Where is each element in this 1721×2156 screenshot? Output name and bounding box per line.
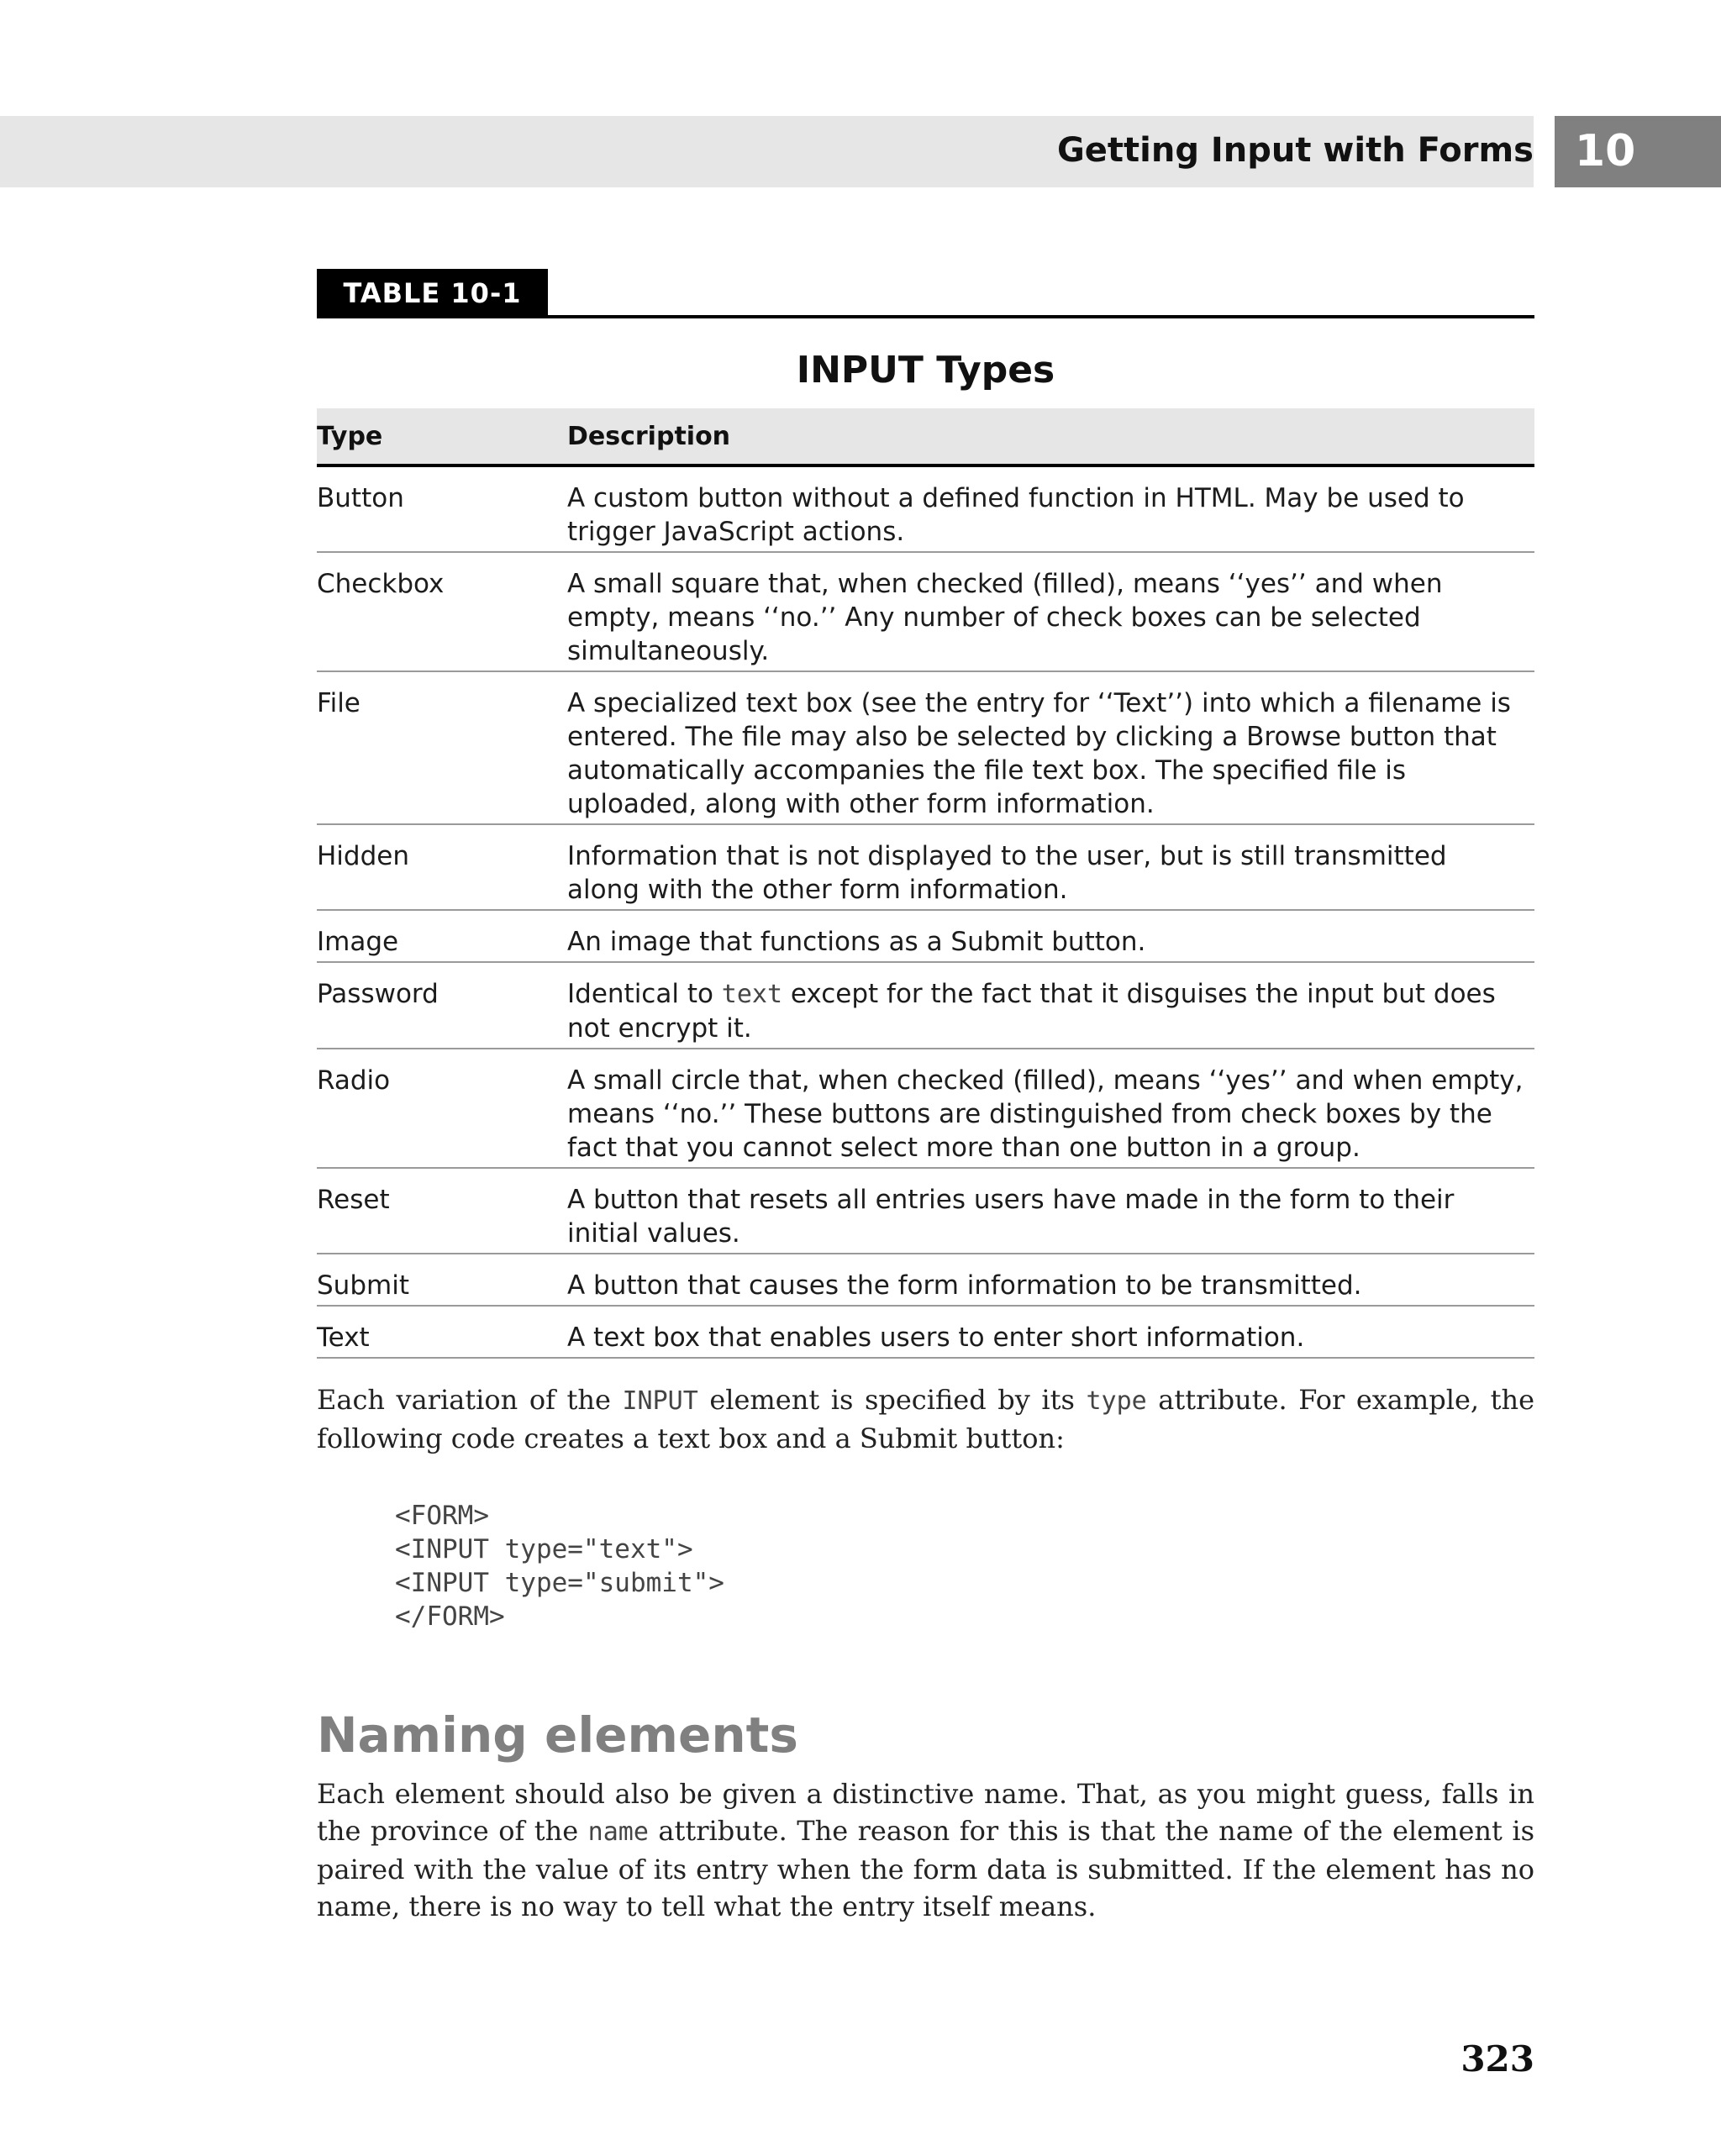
- inline-code: name: [587, 1817, 649, 1847]
- inline-code: text: [721, 980, 783, 1009]
- table-label: TABLE 10-1: [317, 269, 548, 318]
- type-cell: Checkbox: [317, 569, 445, 599]
- code-line: <INPUT type="text">: [395, 1534, 693, 1564]
- code-line: <INPUT type="submit">: [395, 1568, 724, 1598]
- table-row: [317, 1169, 1534, 1254]
- section-heading: Naming elements: [317, 1706, 798, 1764]
- column-header-description: Description: [567, 422, 731, 451]
- description-cell: A small circle that, when checked (filled), means ‘‘yes’’ and when empty, means ‘‘no.’’ These buttons are distinguished from check boxes by the fact that you cannot select more than one button in a group.: [567, 1065, 1524, 1163]
- paragraph-text: attribute. The reason for this is that the name of the element is paired with the value of its entry when the form data is submitted. If the element has no name, there is no way to tell what the entry itself means.: [317, 1815, 1535, 1922]
- table-title: INPUT Types: [796, 349, 1055, 392]
- table-top-rule: [317, 315, 1534, 318]
- table-row: [317, 1307, 1534, 1359]
- description-cell: [567, 977, 1534, 1045]
- column-header-type: Type: [317, 422, 383, 451]
- chapter-tab: [1555, 116, 1721, 187]
- description-cell: A text box that enables users to enter short information.: [567, 1323, 1305, 1353]
- paragraph-text: attribute. For example, the following code creates a text box and a Submit button:: [317, 1384, 1535, 1454]
- type-cell: Image: [317, 927, 399, 957]
- description-cell: Information that is not displayed to the user, but is still transmitted along with the other form information.: [567, 841, 1447, 905]
- description-text: Identical to: [567, 979, 722, 1009]
- page-number: 323: [1460, 2038, 1534, 2080]
- table-row: [317, 963, 1534, 1049]
- table-body: [317, 467, 1534, 1359]
- type-cell: Password: [317, 979, 439, 1009]
- paragraph-text: Each element should also be given a distinctive name. That, as you might guess, falls in the province of the: [317, 1778, 1534, 1847]
- running-head: Getting Input with Forms: [1056, 131, 1534, 170]
- type-cell: Text: [317, 1323, 370, 1353]
- table-row: [317, 467, 1534, 553]
- type-cell: File: [317, 688, 361, 718]
- paragraph-text: element is specified by its: [697, 1384, 1087, 1416]
- table-row: [317, 911, 1534, 963]
- paragraph-text: Each variation of the: [317, 1384, 623, 1416]
- type-cell: Reset: [317, 1185, 390, 1215]
- table-header-row: [317, 408, 1534, 467]
- code-line: </FORM>: [395, 1601, 505, 1632]
- type-cell: Button: [317, 483, 404, 513]
- description-cell: A button that resets all entries users have made in the form to their initial values.: [567, 1185, 1455, 1249]
- description-cell: An image that functions as a Submit button.: [567, 927, 1146, 957]
- body-paragraph: [317, 1381, 1534, 1457]
- type-cell: Hidden: [317, 841, 409, 871]
- description-cell: A button that causes the form information to be transmitted.: [567, 1270, 1362, 1301]
- inline-code: type: [1086, 1386, 1147, 1416]
- description-cell: A small square that, when checked (filled), means ‘‘yes’’ and when empty, means ‘‘no.’’ Any number of check boxes can be selected simultaneously.: [567, 569, 1443, 666]
- description-cell: A specialized text box (see the entry for ‘‘Text’’) into which a filename is entered. The file may also be selected by clicking a Browse button that automatically accompanies the file text box. The specified file is uploaded, along with other form information.: [567, 688, 1511, 819]
- chapter-number: 10: [1575, 126, 1636, 176]
- code-listing: [395, 1499, 724, 1633]
- table-row: [317, 1049, 1534, 1169]
- description-text: except for the fact that it disguises the input but does not encrypt it.: [567, 979, 1496, 1044]
- description-cell: A custom button without a defined function in HTML. May be used to trigger JavaScript actions.: [567, 483, 1465, 547]
- type-cell: Submit: [317, 1270, 409, 1301]
- table-row: [317, 825, 1534, 911]
- body-paragraph: [317, 1775, 1534, 1925]
- table-row: [317, 553, 1534, 672]
- table-row: [317, 1254, 1534, 1307]
- code-line: <FORM>: [395, 1501, 489, 1531]
- inline-code: INPUT: [622, 1386, 698, 1416]
- type-cell: Radio: [317, 1065, 391, 1096]
- table-row: [317, 672, 1534, 825]
